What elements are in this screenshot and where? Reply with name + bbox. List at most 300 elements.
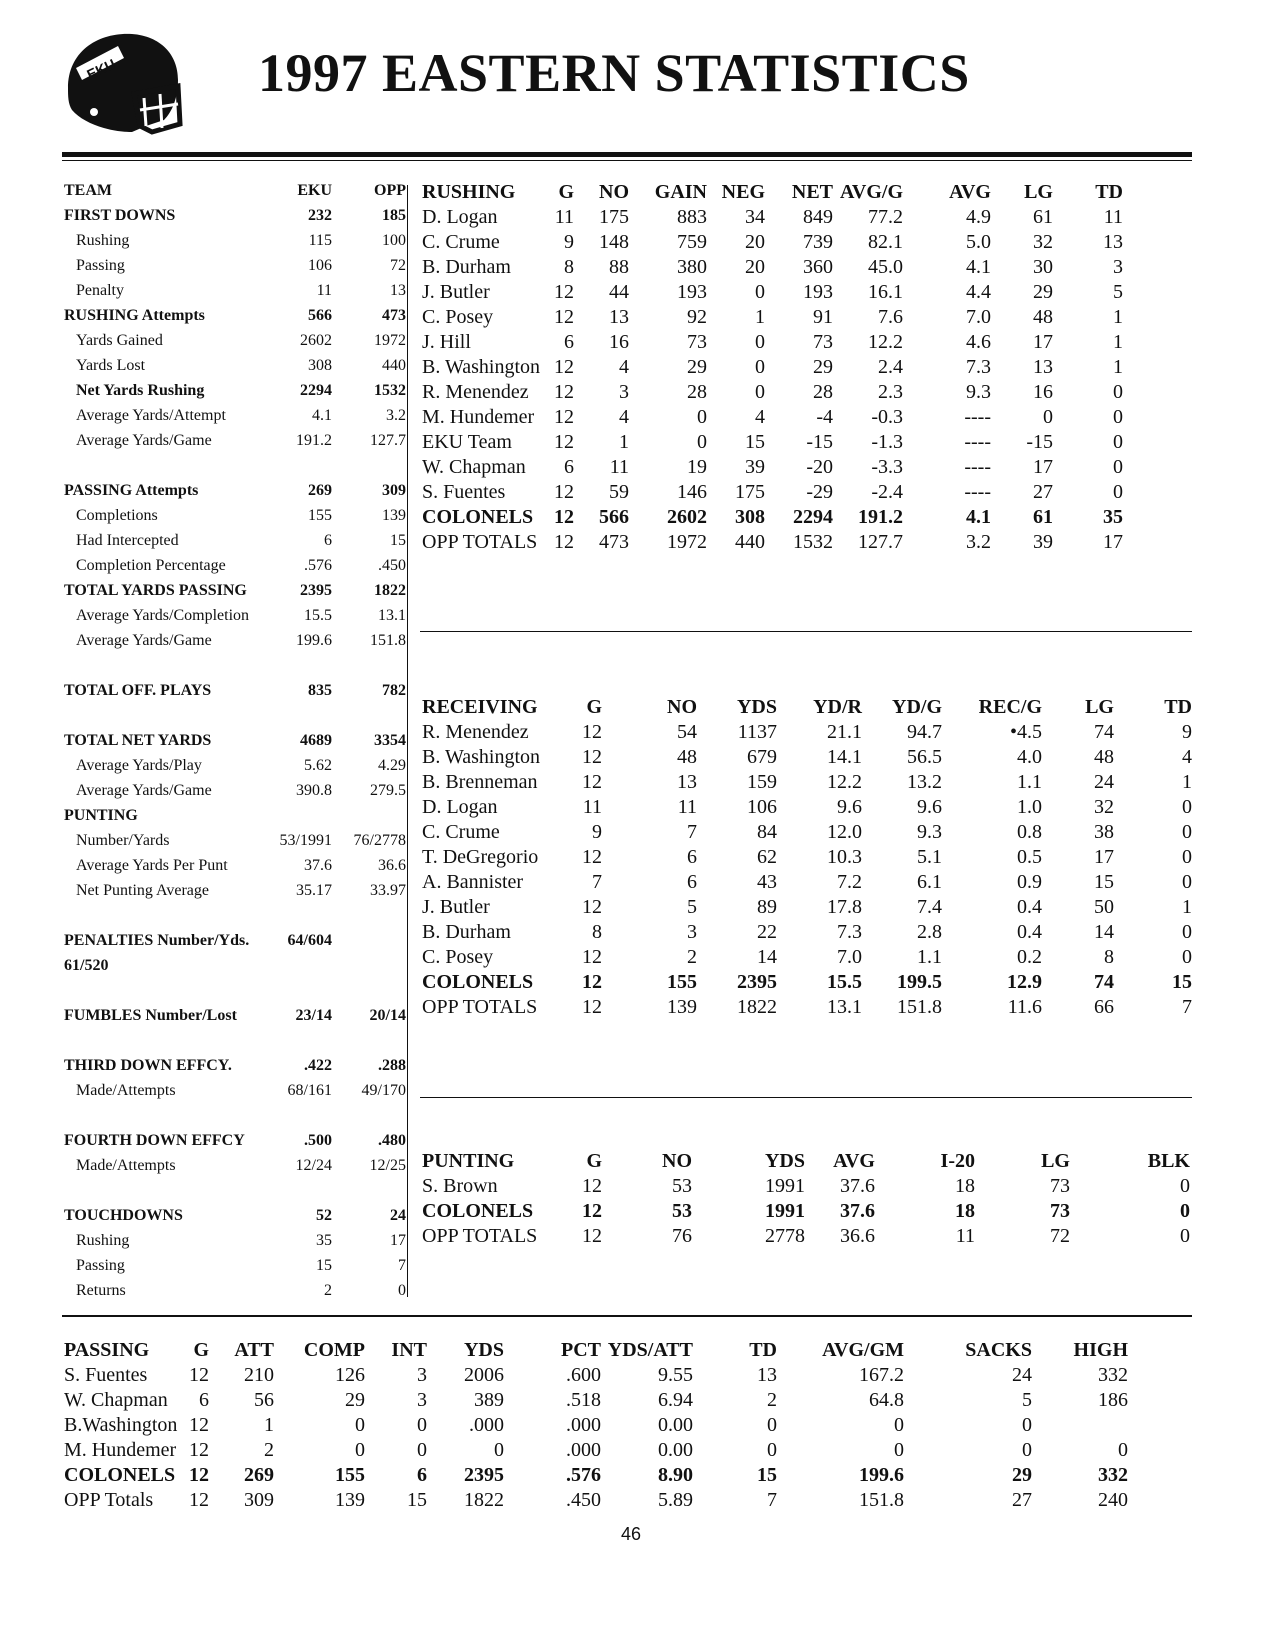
rushing-cell: ---- [964,406,991,428]
rushing-row [422,455,1192,480]
rushing-cell: 0 [1113,481,1123,503]
rushing-cell: 73 [687,331,707,353]
receiving-cell: 199.5 [897,971,942,993]
passing-cell: 5 [1022,1389,1032,1411]
rushing-cell: 0 [697,406,707,428]
passing-cell: 167.2 [859,1364,904,1386]
passing-cell: COLONELS [64,1464,176,1486]
rushing-cell: 4.6 [966,331,991,353]
rushing-cell: 35 [1103,506,1123,528]
receiving-cell: 14 [757,946,777,968]
rushing-row [422,330,1192,355]
team-stat-label: Passing [76,256,125,274]
receiving-cell: 84 [757,821,777,843]
receiving-cell: J. Butler [422,896,490,918]
receiving-cell: 12 [582,771,602,793]
rushing-table [422,180,1192,555]
rushing-cell: 9 [564,231,574,253]
passing-cell: .518 [566,1389,601,1411]
team-stat-label: PENALTIES Number/Yds. [64,931,250,949]
rushing-cell: 12 [554,356,574,378]
receiving-cell: 38 [1094,821,1114,843]
rushing-cell: 1 [1113,306,1123,328]
team-stat-label: FUMBLES Number/Lost [64,1006,237,1024]
rushing-cell: 92 [687,306,707,328]
receiving-row [422,870,1192,895]
receiving-cell: 15 [1172,971,1192,993]
team-stats-row [64,428,406,453]
receiving-cell: 7.2 [837,871,862,893]
passing-cell: 269 [244,1464,274,1486]
rushing-cell: 91 [813,306,833,328]
rushing-cell: -4 [816,406,833,428]
rushing-cell: -0.3 [871,406,903,428]
passing-cell: 6 [417,1464,427,1486]
team-stats-row [64,278,406,303]
team-stats-row [64,403,406,428]
receiving-cell: G [586,696,602,718]
rushing-cell: 7.0 [966,306,991,328]
passing-cell: 126 [335,1364,365,1386]
rushing-cell: 12 [554,306,574,328]
receiving-row [422,845,1192,870]
rushing-cell: 12 [554,506,574,528]
receiving-cell: 0.2 [1017,946,1042,968]
receiving-cell: 62 [757,846,777,868]
receiving-cell: 1.1 [917,946,942,968]
receiving-cell: 21.1 [827,721,862,743]
team-stats-row [64,203,406,228]
team-stat-label: Number/Yards [76,831,170,849]
receiving-table [422,695,1192,1020]
passing-cell: 6 [199,1389,209,1411]
rushing-cell: 191.2 [858,506,903,528]
passing-cell: .000 [566,1414,601,1436]
receiving-cell: 5.1 [917,846,942,868]
rushing-cell: D. Logan [422,206,498,228]
passing-cell: 0.00 [658,1414,693,1436]
punting-cell: PUNTING [422,1150,515,1172]
rushing-row [422,380,1192,405]
receiving-cell: 32 [1094,796,1114,818]
rushing-cell: C. Posey [422,306,494,328]
passing-cell: PASSING [64,1339,150,1361]
team-stats-row [64,1278,406,1303]
receiving-cell: C. Posey [422,946,494,968]
passing-cell: 2006 [464,1364,504,1386]
team-stat-eku: 2 [324,1281,332,1299]
team-stat-opp: 279.5 [370,781,406,799]
receiving-row [422,995,1192,1020]
team-stat-opp: 4.29 [378,756,406,774]
rushing-cell: 28 [813,381,833,403]
rushing-cell: 308 [735,506,765,528]
receiving-cell: 9 [1182,721,1192,743]
rushing-cell: 77.2 [868,206,903,228]
team-stat-label: Had Intercepted [76,531,179,549]
passing-cell: 139 [335,1489,365,1511]
receiving-cell: 7.3 [837,921,862,943]
receiving-cell: A. Bannister [422,871,524,893]
receiving-cell: 2.8 [917,921,942,943]
rushing-cell: 12.2 [868,331,903,353]
rushing-cell: M. Hundemer [422,406,535,428]
receiving-cell: 2 [687,946,697,968]
receiving-cell: 17.8 [827,896,862,918]
passing-cell: 199.6 [859,1464,904,1486]
receiving-cell: 14 [1094,921,1114,943]
rushing-cell: 6 [564,331,574,353]
team-stats-spacer [64,1103,406,1128]
passing-cell: 0 [355,1439,365,1461]
passing-cell: W. Chapman [64,1389,168,1411]
rushing-cell: 12 [554,531,574,553]
rushing-cell: 20 [745,231,765,253]
rushing-cell: 88 [609,256,629,278]
rushing-cell: 20 [745,256,765,278]
team-stat-opp: 0 [398,1281,406,1299]
receiving-cell: 12 [582,721,602,743]
passing-cell: 240 [1098,1489,1128,1511]
receiving-cell: 11.6 [1007,996,1042,1018]
receiving-cell: 11 [677,796,697,818]
punting-cell: COLONELS [422,1200,534,1222]
receiving-row [422,920,1192,945]
receiving-cell: 8 [1104,946,1114,968]
receiving-row [422,795,1192,820]
team-stat-opp: 127.7 [370,431,406,449]
passing-cell: 2 [767,1389,777,1411]
rushing-cell: R. Menendez [422,381,529,403]
rushing-cell: LG [1024,181,1053,203]
team-stats-row [64,478,406,503]
rushing-cell: 5 [1113,281,1123,303]
punting-row [422,1224,1192,1249]
team-stats-row [64,878,406,903]
passing-cell: 3 [417,1364,427,1386]
passing-cell: 332 [1098,1364,1128,1386]
rushing-cell: EKU Team [422,431,512,453]
rushing-cell: 29 [1033,281,1053,303]
team-stat-label: Average Yards Per Punt [76,856,228,874]
team-stat-opp: 309 [382,481,406,499]
team-stats-row [64,1078,406,1103]
team-stat-eku: .576 [304,556,332,574]
team-stats-row [64,228,406,253]
team-stats-row [64,828,406,853]
team-stats-header: TEAM EKU OPP [64,181,406,199]
receiving-cell: 89 [757,896,777,918]
receiving-cell: 0.8 [1017,821,1042,843]
rushing-cell: 360 [803,256,833,278]
receiving-cell: 1.1 [1017,771,1042,793]
team-stats-spacer [64,1028,406,1053]
rushing-cell: -29 [806,481,833,503]
team-stat-eku: 11 [316,281,332,299]
passing-cell: .000 [566,1439,601,1461]
team-stat-eku: 52 [316,1206,332,1224]
passing-cell: 64.8 [869,1389,904,1411]
rushing-cell: 16 [1033,381,1053,403]
team-stat-label: Average Yards/Attempt [76,406,226,424]
receiving-cell: 74 [1094,721,1114,743]
team-stat-eku: 115 [308,231,332,249]
passing-cell: 12 [189,1439,209,1461]
passing-cell: YDS [463,1339,504,1361]
team-stat-eku: .500 [304,1131,332,1149]
passing-cell: 12 [189,1364,209,1386]
rushing-cell: G [558,181,574,203]
team-stat-opp: 3354 [374,731,406,749]
rushing-cell: AVG [949,181,991,203]
rushing-cell: 4.9 [966,206,991,228]
rushing-cell: 28 [687,381,707,403]
team-stat-opp: 72 [390,256,406,274]
team-stats-row [64,1228,406,1253]
receiving-cell: 13.1 [827,996,862,1018]
rushing-cell: 0 [1113,431,1123,453]
team-stat-opp: 76/2778 [353,831,406,849]
team-stats-row [64,378,406,403]
team-stat-eku: 2395 [300,581,332,599]
team-stats-row [64,728,406,753]
team-stat-opp: 7 [398,1256,406,1274]
rushing-cell: 2294 [793,506,833,528]
punting-cell: 0 [1180,1225,1190,1247]
passing-cell: 1822 [464,1489,504,1511]
team-stat-label: Yards Lost [76,356,146,374]
punting-cell: 2778 [765,1225,805,1247]
receiving-cell: 12 [582,971,602,993]
rushing-row [422,405,1192,430]
rushing-cell: 11 [554,206,574,228]
rushing-cell: 0 [755,281,765,303]
rushing-cell: NO [599,181,629,203]
team-stat-label: Average Yards/Game [76,781,212,799]
rushing-cell: 12 [554,406,574,428]
team-stats-row [64,353,406,378]
column-divider [407,185,408,1297]
passing-cell: 0 [894,1439,904,1461]
rushing-cell: 0 [1113,456,1123,478]
passing-row [64,1438,1192,1463]
receiving-cell: 17 [1094,846,1114,868]
rushing-cell: 3.2 [966,531,991,553]
receiving-cell: COLONELS [422,971,534,993]
rushing-cell: 566 [599,506,629,528]
punting-cell: 12 [582,1175,602,1197]
team-stat-opp: 1972 [374,331,406,349]
punting-cell: 18 [955,1200,975,1222]
rushing-cell: 3 [1113,256,1123,278]
rushing-cell: 193 [803,281,833,303]
punting-cell: G [586,1150,602,1172]
receiving-cell: 139 [667,996,697,1018]
passing-cell: 15 [757,1464,777,1486]
passing-cell: .000 [469,1414,504,1436]
rushing-cell: 7.6 [878,306,903,328]
passing-cell: 0.00 [658,1439,693,1461]
rushing-cell: C. Crume [422,231,500,253]
team-stat-eku: 106 [308,256,332,274]
team-stat-opp: 782 [382,681,406,699]
receiving-cell: 12 [582,896,602,918]
passing-header-row [64,1338,1192,1363]
passing-cell: 6.94 [658,1389,693,1411]
receiving-cell: 13 [677,771,697,793]
team-stat-opp: 33.97 [370,881,406,899]
team-stat-label: TOTAL OFF. PLAYS [64,681,212,699]
rushing-cell: 849 [803,206,833,228]
team-stat-label: Penalty [76,281,124,299]
rushing-cell: 19 [687,456,707,478]
receiving-cell: •4.5 [1009,721,1042,743]
rushing-cell: 17 [1033,331,1053,353]
receiving-cell: 1822 [737,996,777,1018]
section-divider-receiving [420,1097,1192,1098]
punting-cell: 0 [1180,1175,1190,1197]
rushing-cell: 3 [619,381,629,403]
rushing-cell: 2602 [667,506,707,528]
punting-cell: 73 [1050,1175,1070,1197]
team-stat-label: 61/520 [64,956,109,974]
rushing-cell: 16 [609,331,629,353]
team-stat-opp: 440 [382,356,406,374]
rushing-cell: 17 [1033,456,1053,478]
team-stat-eku: 6 [324,531,332,549]
punting-cell: OPP TOTALS [422,1225,538,1247]
passing-cell: 155 [335,1464,365,1486]
receiving-cell: 7 [592,871,602,893]
page-title: 1997 EASTERN STATISTICS [258,43,970,103]
team-stats-row [64,753,406,778]
rushing-cell: 0 [1113,381,1123,403]
punting-cell: 1991 [765,1200,805,1222]
receiving-cell: YD/G [892,696,942,718]
rushing-cell: NEG [721,181,765,203]
team-stat-label: Net Punting Average [76,881,210,899]
team-stat-label: TOTAL YARDS PASSING [64,581,247,599]
team-stat-eku: 4689 [300,731,332,749]
passing-cell: 7 [767,1489,777,1511]
top-rule-thin [62,160,1192,161]
team-stat-eku: 5.62 [304,756,332,774]
passing-cell: 27 [1012,1489,1032,1511]
passing-cell: B.Washington [64,1414,178,1436]
passing-cell: OPP Totals [64,1489,154,1511]
receiving-cell: RECEIVING [422,696,538,718]
rushing-cell: 39 [745,456,765,478]
passing-cell: 13 [757,1364,777,1386]
receiving-cell: B. Washington [422,746,541,768]
team-stat-eku: 269 [308,481,332,499]
rushing-cell: 175 [599,206,629,228]
rushing-cell: 13 [1033,356,1053,378]
team-stats-spacer [64,653,406,678]
team-stat-label: Average Yards/Completion [76,606,250,624]
team-stats-row [64,928,406,953]
team-stat-eku: 23/14 [295,1006,332,1024]
rushing-row [422,280,1192,305]
passing-cell: PCT [561,1339,601,1361]
team-stat-opp: .288 [378,1056,406,1074]
passing-cell: COMP [303,1339,365,1361]
passing-cell: 0 [417,1439,427,1461]
receiving-row [422,895,1192,920]
team-stats-row [64,1203,406,1228]
receiving-cell: 0 [1182,921,1192,943]
receiving-cell: 1 [1182,896,1192,918]
receiving-cell: 0.5 [1017,846,1042,868]
rushing-cell: ---- [964,456,991,478]
passing-row [64,1488,1192,1513]
passing-cell: 0 [417,1414,427,1436]
rushing-cell: -3.3 [871,456,903,478]
receiving-cell: 0 [1182,821,1192,843]
team-stat-label: FOURTH DOWN EFFCY [64,1131,245,1149]
team-stats-row [64,853,406,878]
punting-cell: 37.6 [840,1175,875,1197]
rushing-cell: W. Chapman [422,456,526,478]
team-stat-label: THIRD DOWN EFFCY. [64,1056,232,1074]
team-stats-row [64,528,406,553]
team-stat-label: Average Yards/Play [76,756,202,774]
rushing-cell: 883 [677,206,707,228]
passing-cell: 2 [264,1439,274,1461]
rushing-cell: 12 [554,481,574,503]
receiving-cell: YD/R [813,696,862,718]
team-stats-row [64,553,406,578]
passing-cell: 0 [1022,1414,1032,1436]
rushing-cell: 759 [677,231,707,253]
receiving-cell: 48 [1094,746,1114,768]
receiving-cell: 679 [747,746,777,768]
team-stats-spacer [64,903,406,928]
rushing-cell: 73 [813,331,833,353]
receiving-cell: 2395 [737,971,777,993]
receiving-row [422,945,1192,970]
passing-cell: 12 [189,1464,209,1486]
receiving-row [422,720,1192,745]
receiving-cell: 6 [687,846,697,868]
team-stats-row [64,803,406,828]
rushing-cell: 16.1 [868,281,903,303]
receiving-cell: 12.9 [1007,971,1042,993]
receiving-cell: 155 [667,971,697,993]
receiving-cell: 66 [1094,996,1114,1018]
passing-cell: 389 [474,1389,504,1411]
punting-cell: NO [662,1150,692,1172]
team-stats-row [64,778,406,803]
team-stat-eku: 15.5 [304,606,332,624]
rushing-cell: 5.0 [966,231,991,253]
rushing-cell: 1532 [793,531,833,553]
team-stat-opp: 473 [382,306,406,324]
team-stats-spacer [64,453,406,478]
passing-cell: YDS/ATT [607,1339,693,1361]
punting-cell: YDS [764,1150,805,1172]
rushing-cell: 175 [735,481,765,503]
rushing-cell: J. Butler [422,281,490,303]
rushing-cell: 13 [1103,231,1123,253]
team-stat-eku: 199.6 [296,631,332,649]
receiving-cell: 8 [592,921,602,943]
team-stats-row [64,1153,406,1178]
team-stat-eku: 308 [308,356,332,374]
rushing-cell: 2.4 [878,356,903,378]
team-stat-label: Completion Percentage [76,556,226,574]
rushing-cell: J. Hill [422,331,471,353]
